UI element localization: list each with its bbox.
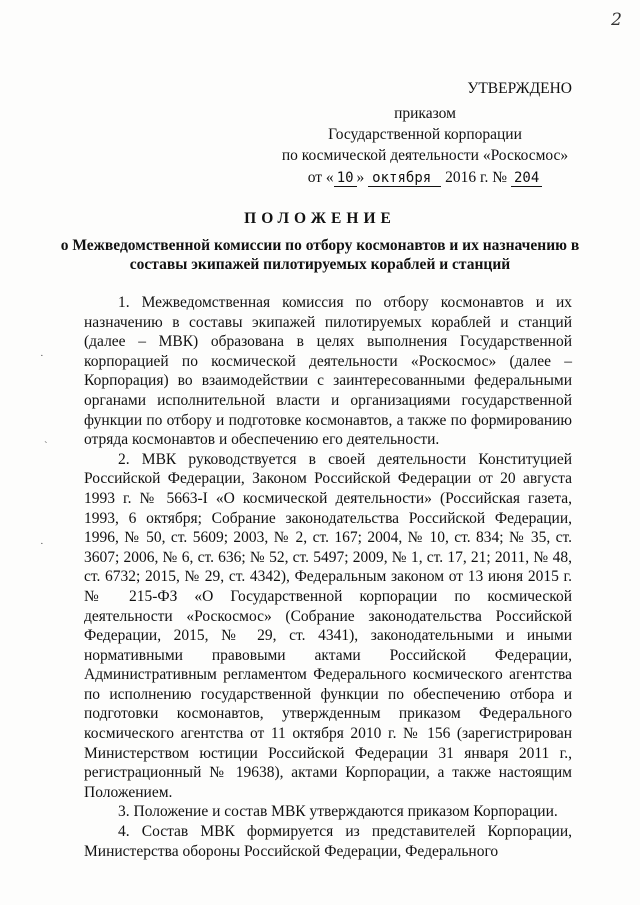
margin-mark: ·: [40, 350, 44, 362]
margin-mark: `: [44, 440, 48, 452]
approval-line-corporation: Государственной корпорации: [328, 126, 522, 143]
paragraph-1: 1. Межведомственная комиссия по отбору космонавтов и их назначению в составы экипажей пилотируемых кораблей и станций (далее – МВК) образована в целях выполнения Государственной корпорацией по космической деятельности «Роскосмос» (далее – Корпорация) во взаимодействии с заинтересованными федеральными органами исполнительной власти и организациями государственной функции по отбору и подготовке космонавтов, а также по формированию отряда космонавтов и обеспечению его деятельности.: [84, 294, 572, 449]
margin-mark: ·: [40, 538, 44, 550]
document-body: [84, 293, 572, 861]
document-title: ПОЛОЖЕНИЕ: [244, 210, 396, 227]
date-day: 10: [334, 170, 357, 187]
date-prefix: от «: [307, 169, 334, 186]
paragraph-3: 3. Положение и состав МВК утверждаются приказом Корпорации.: [118, 803, 558, 821]
date-day-close: »: [356, 169, 365, 186]
approval-stamp-block: [260, 78, 590, 189]
page-number: 2: [611, 10, 622, 30]
approval-title: УТВЕРЖДЕНО: [467, 80, 572, 97]
paragraph-4: 4. Состав МВК формируется из представителей Корпорации, Министерства обороны Российской Федерации, Федерального: [84, 823, 572, 860]
paragraph-2: 2. МВК руководствуется в своей деятельности Конституцией Российской Федерации, Законом Российской Федерации от 20 августа 1993 г. № 5663-I «О космической деятельности» (Российская газета, 1993, 6 октября; Собрание законодательства Российской Федерации, 1996, № 50, ст. 5609; 2003, № 2, ст. 167; 2004, № 10, ст. 834; № 35, ст. 3607; 2006, № 6, ст. 636; № 52, ст. 5497; 2009, № 1, ст. 17, 21; 2011, № 48, ст. 6732; 2015, № 29, ст. 4342), Федеральным законом от 13 июня 2015 г. № 215-ФЗ «О Государственной корпорации по космической деятельности «Роскосмос» (Собрание законодательства Российской Федерации, 2015, № 29, ст. 4341), законодательными и иными нормативными правовыми актами Российской Федерации, Административным регламентом Федерального космического агентства по исполнению государственной функции по обеспечению отбора и подготовки космонавтов, утвержденным приказом Федерального космического агентства от 11 октября 2010 г. № 156 (зарегистрирован Министерством юстиции Российской Федерации 31 января 2011 г., регистрационный № 19638), актами Корпорации, а также настоящим Положением.: [84, 450, 572, 801]
approval-date-line: [260, 167, 590, 189]
approval-line-roscosmos: по космической деятельности «Роскосмос»: [281, 147, 569, 164]
document-subtitle: о Межведомственной комиссии по отбору космонавтов и их назначению в составы экипажей пилотируемых кораблей и станций: [60, 237, 580, 273]
date-month: октября: [368, 170, 441, 187]
date-year: 2016 г. №: [445, 169, 508, 186]
approval-line-order: приказом: [394, 105, 456, 122]
order-number: 204: [511, 170, 542, 187]
